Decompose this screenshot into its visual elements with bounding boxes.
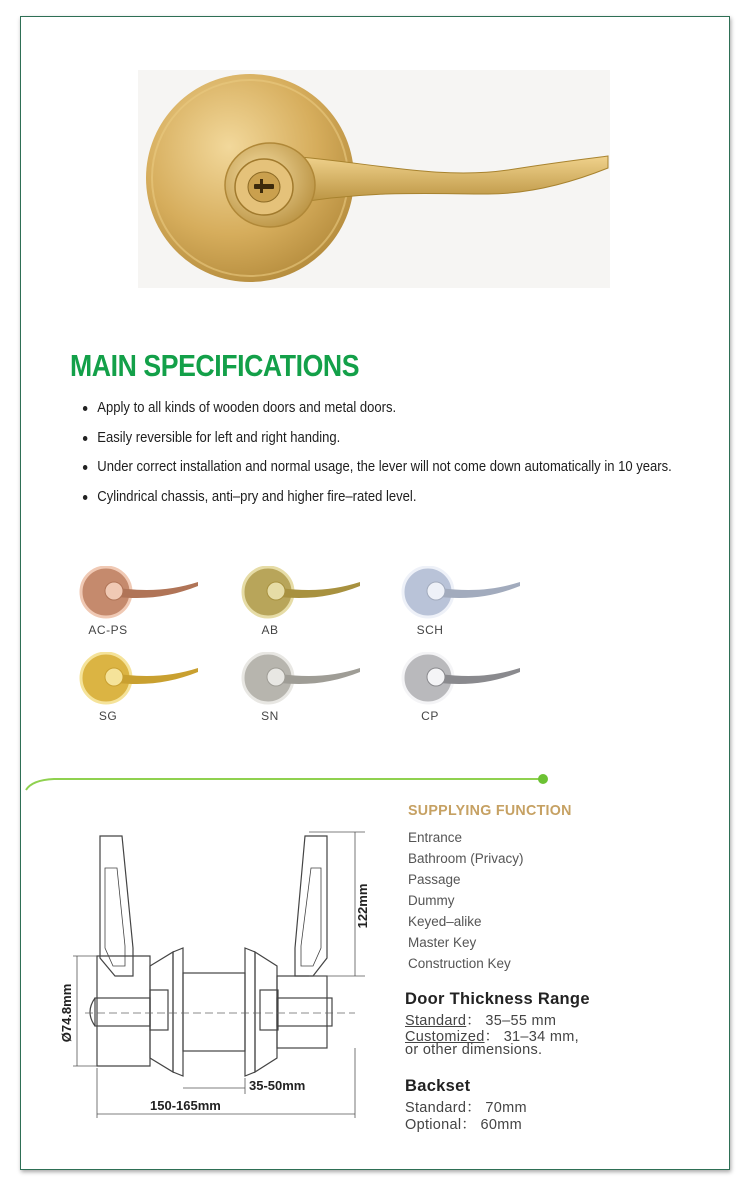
door-thickness-customized: Customized： 31–34 mm, [405, 1029, 579, 1045]
diameter-dimension-label: Ø74.8mm [59, 983, 74, 1043]
spec-item: Apply to all kinds of wooden doors and metal doors. [82, 400, 672, 430]
keyhole-icon [254, 184, 274, 189]
door-thickness-dimension-label: 35-50mm [249, 1078, 306, 1093]
supplying-function-title: SUPPLYING FUNCTION [408, 802, 572, 819]
door-thickness-title: Door Thickness Range [405, 990, 590, 1008]
finish-code: SN [261, 709, 279, 723]
door-thickness-standard: Standard： 35–55 mm [405, 1013, 557, 1029]
bullet-icon [83, 436, 88, 441]
lever-lock-illustration [138, 70, 610, 288]
lever-thumbnail-icon [240, 652, 380, 708]
finish-code: AB [261, 623, 279, 637]
bullet-icon [83, 495, 88, 500]
finish-code: CP [421, 709, 439, 723]
specifications-list [82, 400, 737, 518]
finish-swatch-ab [240, 566, 380, 646]
function-item: Master Key [408, 935, 477, 950]
finish-swatch-cp [400, 652, 540, 732]
lever-thumbnail-icon [400, 652, 540, 708]
function-item: Dummy [408, 893, 455, 908]
lever-thumbnail-icon [78, 566, 218, 622]
spec-item: Cylindrical chassis, anti–pry and higher fire–rated level. [82, 489, 672, 519]
width-dimension-label: 150-165mm [150, 1098, 221, 1113]
function-item: Entrance [408, 830, 463, 845]
function-item: Bathroom (Privacy) [408, 851, 524, 866]
function-item: Keyed–alike [408, 914, 482, 929]
door-thickness-other: or other dimensions. [405, 1042, 543, 1058]
spec-item: Easily reversible for left and right handing. [82, 430, 672, 460]
backset-standard: Standard： 70mm [405, 1100, 527, 1116]
finish-swatch-ac-ps [78, 566, 218, 646]
main-specifications-title: MAIN SPECIFICATIONS [70, 348, 360, 383]
finish-code: SG [98, 709, 118, 723]
function-item: Passage [408, 872, 461, 887]
supplying-function-list [408, 830, 524, 977]
bullet-icon [83, 406, 88, 411]
dimension-drawing [55, 828, 375, 1128]
product-image [138, 70, 610, 288]
finish-swatch-sn [240, 652, 380, 732]
divider-dot-icon [538, 774, 548, 784]
lever-thumbnail-icon [78, 652, 218, 708]
spec-item: Under correct installation and normal usage, the lever will not come down automatically in 10 years. [82, 459, 672, 489]
function-item: Construction Key [408, 956, 511, 971]
section-divider [24, 770, 554, 794]
finish-swatch-sg [78, 652, 218, 732]
lever-thumbnail-icon [400, 566, 540, 622]
bullet-icon [83, 465, 88, 470]
backset-optional: Optional： 60mm [405, 1117, 523, 1133]
finish-code: SCH [416, 623, 444, 637]
lever-thumbnail-icon [240, 566, 380, 622]
backset-title: Backset [405, 1077, 471, 1095]
finish-swatch-sch [400, 566, 540, 646]
lever-handle [288, 156, 608, 204]
finish-code: AC-PS [88, 623, 128, 637]
height-dimension-label: 122mm [355, 883, 370, 929]
